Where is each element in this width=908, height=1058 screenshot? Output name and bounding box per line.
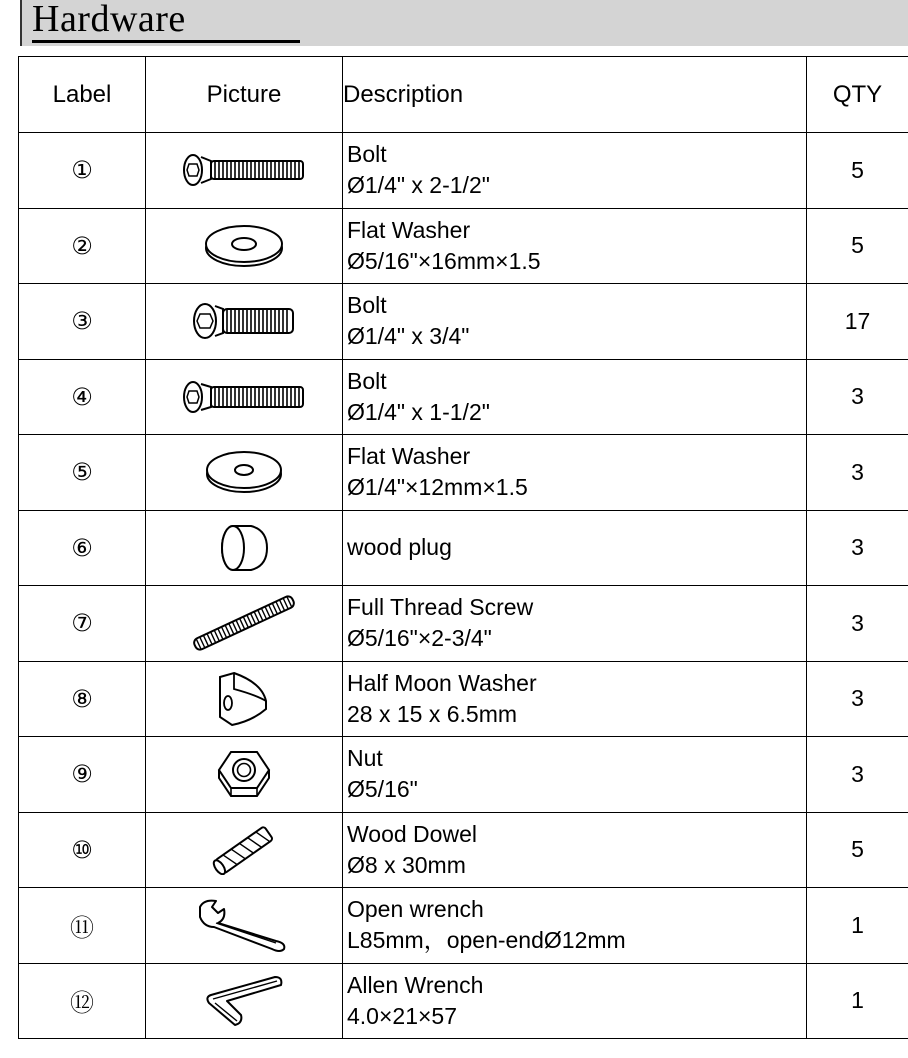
table-row <box>19 963 908 1039</box>
open-wrench-icon <box>196 897 292 953</box>
item-spec: Ø8 x 30mm <box>347 851 466 878</box>
item-name: Half Moon Washer <box>347 669 537 696</box>
half-moon-washer-icon <box>212 669 276 729</box>
item-qty: 5 <box>807 133 908 209</box>
item-qty: 5 <box>807 208 908 284</box>
item-spec: Ø5/16" <box>347 776 418 803</box>
item-spec: Ø5/16"×16mm×1.5 <box>347 247 541 274</box>
item-name: Flat Washer <box>347 443 471 470</box>
row-label: ⑪ <box>19 888 146 964</box>
row-label: ⑩ <box>19 812 146 888</box>
allen-wrench-icon <box>201 973 287 1029</box>
table-row <box>19 435 908 511</box>
row-label: ③ <box>19 284 146 360</box>
page-title: Hardware <box>32 0 186 40</box>
table-row <box>19 888 908 964</box>
table-row <box>19 208 908 284</box>
threaded-rod-icon <box>187 592 301 654</box>
item-name: Full Thread Screw <box>347 594 534 621</box>
table-row <box>19 586 908 662</box>
table-header-row <box>19 57 908 133</box>
table-row <box>19 737 908 813</box>
row-label: ⑧ <box>19 661 146 737</box>
item-qty: 5 <box>807 812 908 888</box>
item-name: Nut <box>347 745 383 772</box>
header-band <box>20 0 908 46</box>
row-label: ② <box>19 208 146 284</box>
hardware-table <box>18 56 908 1039</box>
table-row <box>19 812 908 888</box>
item-spec: Ø1/4"×12mm×1.5 <box>347 474 528 501</box>
item-name: Flat Washer <box>347 216 471 243</box>
row-label: ⑤ <box>19 435 146 511</box>
item-name: Allen Wrench <box>347 971 484 998</box>
item-qty: 3 <box>807 435 908 511</box>
column-header-label: Label <box>19 57 146 133</box>
item-qty: 3 <box>807 737 908 813</box>
table-row <box>19 359 908 435</box>
row-label: ⑫ <box>19 963 146 1039</box>
item-spec: Ø1/4" x 1-1/2" <box>347 398 490 425</box>
short-bolt-icon <box>191 301 297 341</box>
table-row <box>19 284 908 360</box>
item-name: Bolt <box>347 292 387 319</box>
item-qty: 3 <box>807 359 908 435</box>
item-name: Open wrench <box>347 896 484 923</box>
item-name: Bolt <box>347 367 387 394</box>
item-qty: 1 <box>807 963 908 1039</box>
row-label: ⑥ <box>19 510 146 586</box>
item-spec: 4.0×21×57 <box>347 1002 458 1029</box>
item-spec: Ø1/4" x 3/4" <box>347 323 470 350</box>
column-header-description: Description <box>343 57 807 133</box>
item-name: Bolt <box>347 141 387 168</box>
row-label: ⑨ <box>19 737 146 813</box>
long-bolt-icon <box>181 153 307 187</box>
flat-washer-icon <box>204 449 284 495</box>
item-spec: Ø5/16"×2-3/4" <box>347 625 492 652</box>
item-spec: L85mm，open-endØ12mm <box>347 927 626 954</box>
table-row <box>19 133 908 209</box>
item-spec: Ø1/4" x 2-1/2" <box>347 172 490 199</box>
flat-washer-icon <box>203 223 285 269</box>
item-name: Wood Dowel <box>347 820 477 847</box>
item-qty: 3 <box>807 510 908 586</box>
row-label: ④ <box>19 359 146 435</box>
item-qty: 17 <box>807 284 908 360</box>
table-row <box>19 510 908 586</box>
wood-dowel-icon <box>209 825 279 875</box>
item-spec: 28 x 15 x 6.5mm <box>347 700 518 727</box>
wood-plug-icon <box>217 522 271 574</box>
item-qty: 3 <box>807 661 908 737</box>
row-label: ① <box>19 133 146 209</box>
column-header-picture: Picture <box>146 57 343 133</box>
item-qty: 1 <box>807 888 908 964</box>
item-name: wood plug <box>347 534 452 561</box>
column-header-qty: QTY <box>807 57 908 133</box>
table-row <box>19 661 908 737</box>
title-underline <box>32 40 300 43</box>
medium-bolt-icon <box>181 379 307 415</box>
item-qty: 3 <box>807 586 908 662</box>
row-label: ⑦ <box>19 586 146 662</box>
hex-nut-icon <box>215 748 273 800</box>
